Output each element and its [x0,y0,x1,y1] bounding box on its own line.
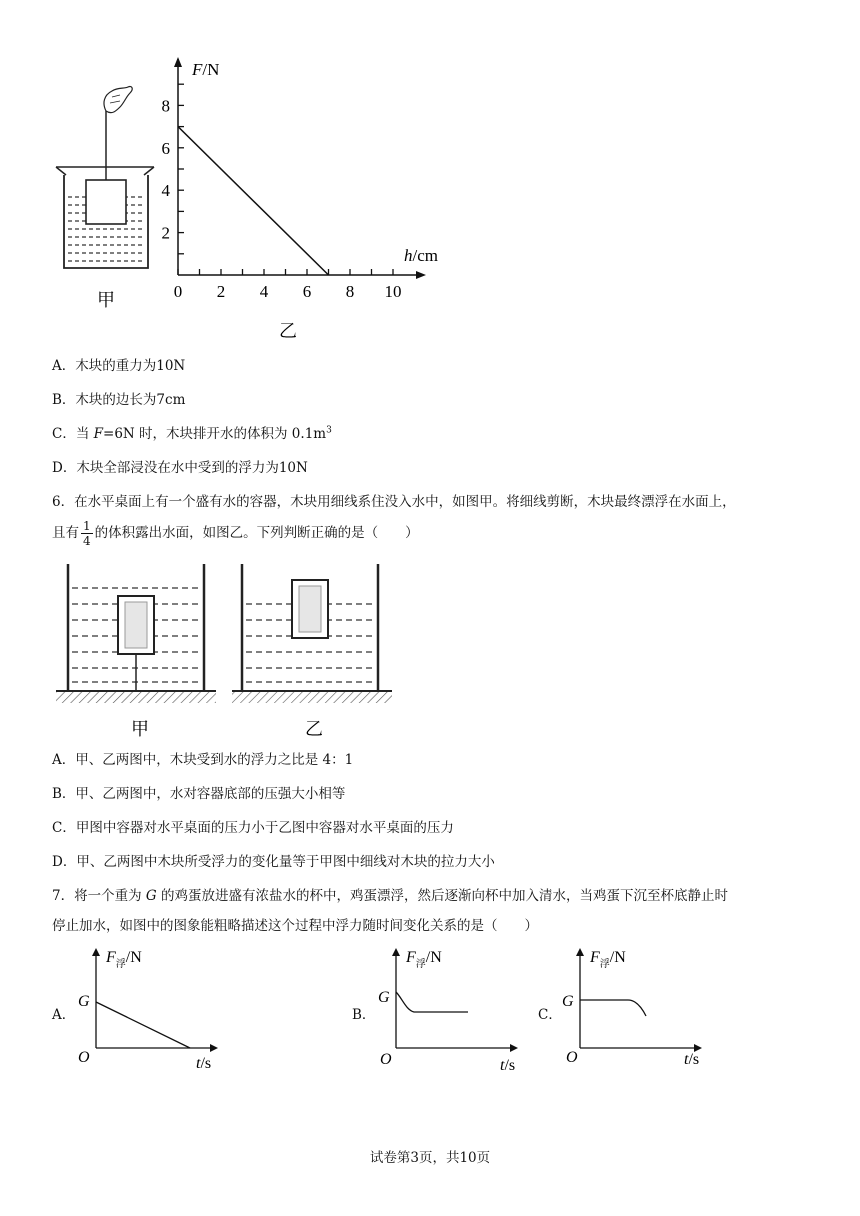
q5-option-c: C．当 F=6N 时，木块排开水的体积为 $0.1m^3$ [52,425,332,442]
svg-text:F浮/N: $F_浮/N$ [590,949,626,970]
svg-text:乙: 乙 [305,719,323,739]
q7-graph-b [372,940,532,1080]
container-yi [232,564,392,739]
svg-text:G: G [562,993,574,1010]
q7-graph-a [72,940,232,1080]
y-tick-label: 2 [161,223,170,243]
q5-option-d: D．木块全部浸没在水中受到的浮力为10N [52,460,308,476]
q6-option-a: A．甲、乙两图中，木块受到水的浮力之比是 4：1 [52,752,354,768]
q7-option-a-label: A． [52,1007,76,1023]
q6-stem-line2: 且有 $\frac{1}{4}$ 的体积露出水面，如图乙。下列判断正确的是（ ） [52,519,419,548]
svg-text:O: O [566,1049,578,1066]
fraction: $\frac{1}{4}$ [83,519,91,548]
q6-figure [52,560,402,740]
page-footer: 试卷第3页，共10页 [369,1150,491,1166]
q5-option-a: A．木块的重力为10N [52,358,186,374]
y-tick-label: 4 [161,181,170,201]
x-tick-label: 6 [302,282,312,301]
svg-text:甲: 甲 [131,719,149,739]
svg-text:G: G [378,989,390,1006]
y-axis-label: F/N [192,60,220,79]
series-line [178,127,329,275]
x-tick-label: 2 [216,282,226,301]
q6-option-d: D．甲、乙两图中木块所受浮力的变化量等于甲图中细线对木块的拉力大小 [52,854,495,870]
x-tick-label: 0 [173,282,183,301]
svg-text:F浮/N: $F_浮/N$ [406,949,442,970]
y-tick-label: 6 [161,138,170,158]
svg-text:O: O [78,1049,90,1066]
svg-text:t/s: t/s [684,1051,700,1068]
fig-label-yi: 乙 [279,321,297,341]
x-axis-label: h/cm [404,246,438,265]
q7-stem-line2: 停止加水，如图中的图象能粗略描述这个过程中浮力随时间变化关系的是（ ） [52,918,538,934]
container-jia [56,564,216,739]
svg-text:F浮/N: $F_浮/N$ [106,949,142,970]
svg-text:G: G [78,993,90,1010]
x-tick-label: 10 [384,282,402,301]
q7-graph-c [556,940,716,1080]
q6-option-c: C．甲图中容器对水平桌面的压力小于乙图中容器对水平桌面的压力 [52,820,454,836]
y-tick-label: 8 [161,96,170,116]
q6-stem-line1: 6．在水平桌面上有一个盛有水的容器，木块用细线系住没入水中，如图甲。将细线剪断，木块最终漂浮在水面上， [52,494,736,510]
svg-text:O: O [380,1051,392,1068]
q7-stem-line1: 7．将一个重为 G 的鸡蛋放进盛有浓盐水的杯中，鸡蛋漂浮，然后逐渐向杯中加入清水，当鸡蛋下沉至杯底静止时 [52,888,728,904]
wood-block [86,180,126,224]
q6-option-b: B．甲、乙两图中，水对容器底部的压强大小相等 [52,786,346,802]
q5-chart-yi [160,55,460,345]
x-tick-label: 4 [259,282,269,301]
q5-figure-jia [40,75,170,320]
q5-option-b: B．木块的边长为7cm [52,392,186,408]
hand-icon [104,86,132,112]
svg-text:t/s: t/s [196,1055,212,1072]
fig-label-jia: 甲 [97,290,115,310]
svg-text:t/s: t/s [500,1057,516,1074]
x-tick-label: 8 [345,282,355,301]
q7-option-b-label: B． [352,1007,376,1023]
q7-option-c-label: C． [538,1007,562,1023]
